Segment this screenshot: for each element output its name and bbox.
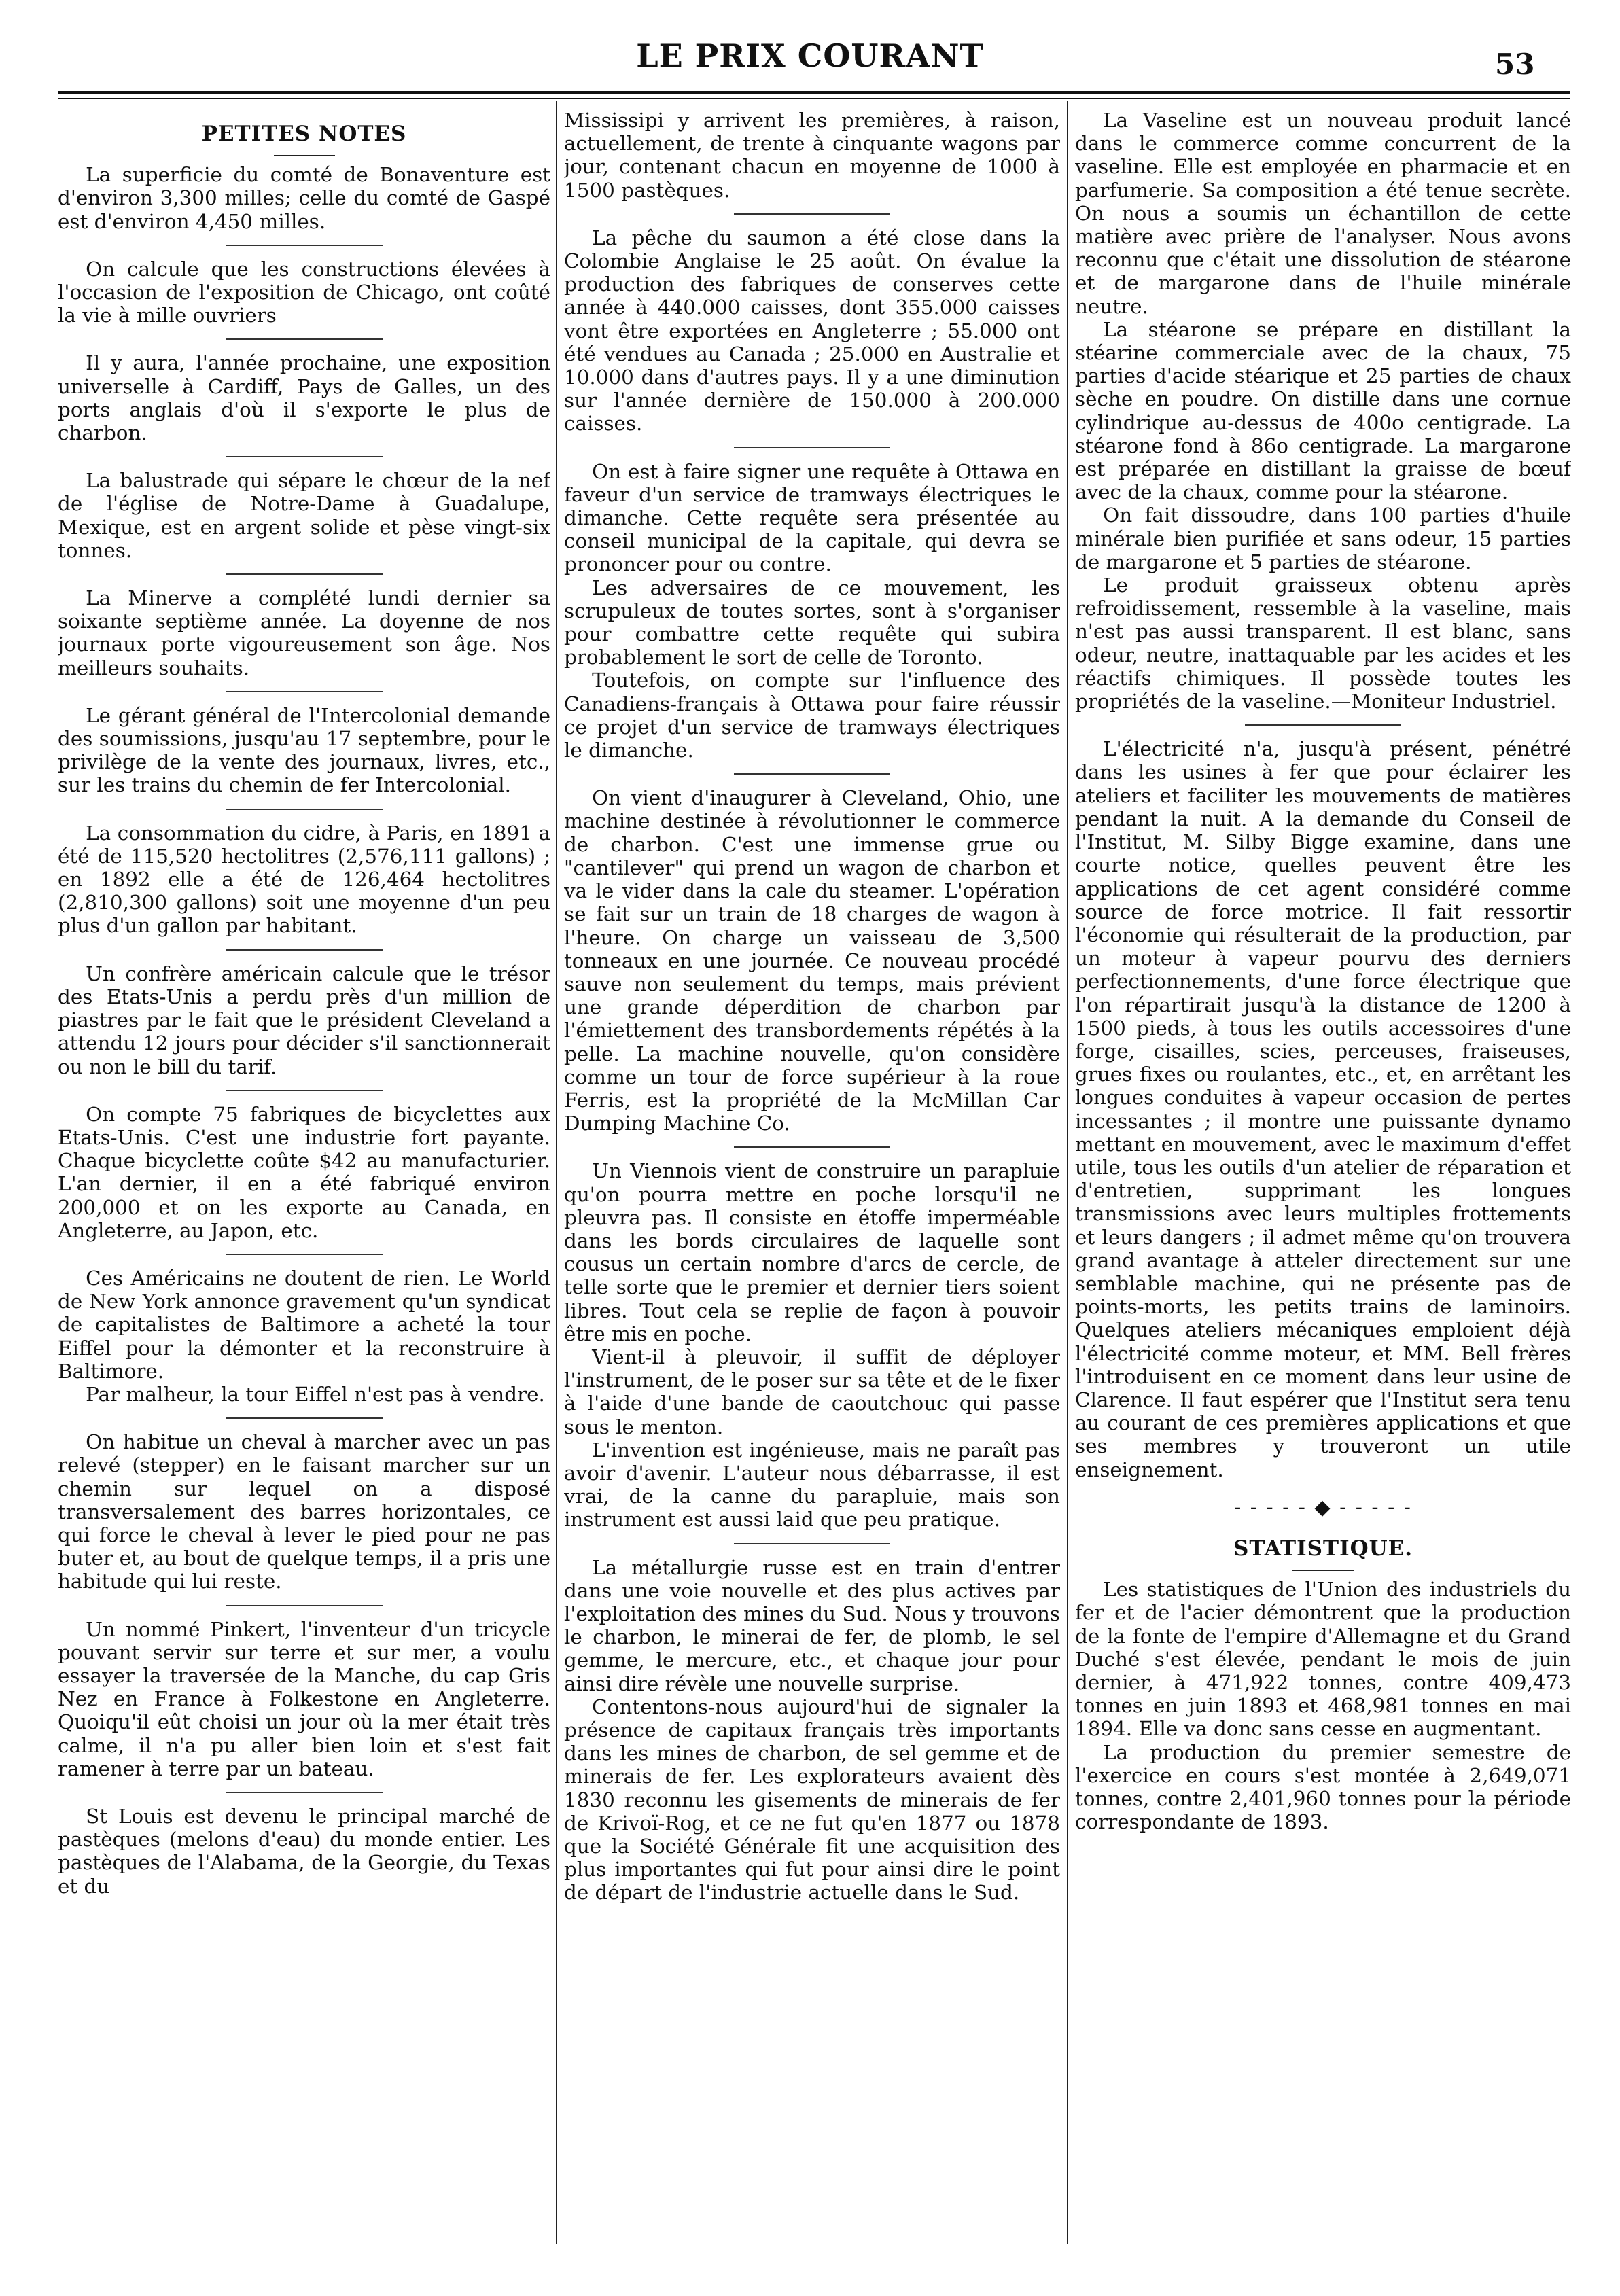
article-separator (226, 245, 383, 246)
article-paragraph: On est à faire signer une requête à Ottawa en faveur d'un service de tramways électriques le dimanche. Cette requête sera présentée au conseil municipal de la capitale, qui devra se prononcer pour ou contre. (564, 459, 1060, 576)
article-paragraph: Mississipi y arrivent les premières, à raison, actuellement, de trente à cinquante wagons par jour, contenant chacun en moyenne de 1000 à 1500 pastèques. (564, 109, 1060, 202)
article-paragraph: La pêche du saumon a été close dans la Colombie Anglaise le 25 août. On évalue la production des fabriques de conserves cette année à 440.000 caisses, dont 355.000 caisses vont être exportées en Angleterre ; 55.000 ont été vendues au Canada ; 25.000 en Australie et 10.000 dans d'autres pays. Il y a une diminution sur l'année dernière de 150.000 à 200.000 caisses. (564, 226, 1060, 436)
page-number: 53 (1495, 48, 1535, 81)
article-paragraph: Vient-il à pleuvoir, il suffit de déployer l'instrument, de le poser sur sa tête et de le fixer à l'aide d'une bande de caoutchouc qui passe sous le menton. (564, 1345, 1060, 1438)
article-separator (734, 1146, 890, 1148)
article-paragraph: La Minerve a complété lundi dernier sa soixante septième année. La doyenne de nos journaux porte vigoureusement son âge. Nos meilleurs souhaits. (58, 586, 550, 679)
column-3 (1075, 109, 1571, 2242)
article-paragraph: La superficie du comté de Bonaventure est d'environ 3,300 milles; celle du comté de Gaspé est d'environ 4,450 milles. (58, 163, 550, 233)
article-separator (226, 691, 383, 692)
article-paragraph: Les adversaires de ce mouvement, les scrupuleux de toutes sortes, sont à s'organiser pour combattre cette requête qui subira probablement le sort de celle de Toronto. (564, 576, 1060, 669)
article-paragraph: Par malheur, la tour Eiffel n'est pas à vendre. (86, 1382, 545, 1406)
article-paragraph: Le gérant général de l'Intercolonial demande des soumissions, jusqu'au 17 septembre, pour le privilège de la vente des journaux, livres, etc., sur les trains du chemin de fer Intercolonial. (58, 703, 550, 797)
article-paragraph: L'électricité n'a, jusqu'à présent, pénétré dans les usines à fer que pour éclairer les ateliers et faciliter les mouvements de matières pendant la nuit. A la demande du Conseil de l'Institut, M. Silby Bigge examine, dans une courte notice, quelles peuvent être les applications de cet agent considéré comme source de force motrice. Il fait ressortir l'économie qui résulterait de la production, par un moteur à vapeur pourvu des derniers perfectionnements, d'une force électrique que l'on répartirait jusqu'à la distance de 1200 à 1500 pieds, à tous les outils accessoires d'une forge, cisailles, scies, perceuses, fraiseuses, grues fixes ou roulantes, etc., et, en arrêtant les longues conduites à vapeur occasion de pertes incessantes ; il montre une puissante dynamo mettant en mouvement, avec le maximum d'effet utile, tous les outils d'un atelier de réparation et d'entretien, supprimant les longues transmissions avec leurs multiples frottements et leurs dangers ; il admet même qu'on trouvera grand avantage à atteler directement sur une semblable machine, qui ne présente pas de points-morts, les petits trains de laminoirs. Quelques ateliers mécaniques emploient déjà l'électricité comme moteur, et MM. Bell frères l'introduisent en ce moment dans leur usine de Clarence. Il faut espérer que l'Institut sera tenu au courant de ces premières applications et que ses membres y trouveront un utile enseignement. (1075, 737, 1571, 1481)
column-divider (556, 101, 557, 2244)
article-paragraph: Il y aura, l'année prochaine, une exposition universelle à Cardiff, Pays de Galles, un des ports anglais d'où il s'exporte le plus de charbon. (58, 351, 550, 445)
article-paragraph: On compte 75 fabriques de bicyclettes aux Etats-Unis. C'est une industrie fort payante. Chaque bicyclette coûte $42 au manufacturier. L'an dernier, il en a été fabriqué environ 200,000 et on les exporte au Canada, en Angleterre, au Japon, etc. (58, 1102, 550, 1242)
article-paragraph: Un nommé Pinkert, l'inventeur d'un tricycle pouvant servir sur terre et sur mer, a voulu essayer la traversée de la Manche, du cap Gris Nez en France à Folkestone en Angleterre. Quoiqu'il eût choisi un jour où la mer était très calme, il n'a pu aller bien loin et s'est fait ramener à terre par un bateau. (58, 1617, 550, 1780)
article-paragraph: Les statistiques de l'Union des industriels du fer et de l'acier démontrent que la production de la fonte de l'empire d'Allemagne et du Grand Duché s'est élevée, pendant le mois de juin dernier, à 471,922 tonnes, contre 409,473 tonnes en juin 1893 et 468,981 tonnes en mai 1894. Elle va donc sans cesse en augmentant. (1075, 1578, 1571, 1741)
article-paragraph: La stéarone se prépare en distillant la stéarine commerciale avec de la chaux, 75 parties d'acide stéarique et 25 parties de chaux sèche en poudre. On distille dans une cornue cylindrique au-dessus de 400o centigrade. La stéarone fond à 86o centigrade. La margarone est préparée en distillant la graisse de bœuf avec de la chaux, comme pour la stéarone. (1075, 317, 1571, 504)
column-2 (564, 109, 1060, 2242)
article-paragraph: Le produit graisseux obtenu après refroidissement, ressemble à la vaseline, mais n'est pas aussi transparent. Il est blanc, sans odeur, neutre, inattaquable par les acides et les réactifs chimiques. Il possède toutes les propriétés de la vaseline.—Moniteur Industriel. (1075, 573, 1571, 713)
article-separator (734, 213, 890, 215)
article-separator (734, 447, 890, 448)
section-title: PETITES NOTES (201, 122, 407, 146)
article-paragraph: La métallurgie russe est en train d'entrer dans une voie nouvelle et des plus actives par l'exploitation des mines du Sud. Nous y trouvons le charbon, le minerai de fer, de plomb, le sel gemme, le mercure, etc., et chaque jour pour ainsi dire révèle une nouvelle surprise. (564, 1555, 1060, 1695)
article-separator (226, 1090, 383, 1091)
title-underline (1292, 1570, 1354, 1571)
article-paragraph: L'invention est ingénieuse, mais ne paraît pas avoir d'avenir. L'auteur nous débarrasse, il est vrai, de la canne du parapluie, mais son instrument est aussi laid que peu pratique. (564, 1438, 1060, 1532)
article-separator (734, 773, 890, 775)
article-paragraph: On fait dissoudre, dans 100 parties d'huile minérale bien purifiée et sans odeur, 15 parties de margarone et 5 parties de stéarone. (1075, 504, 1571, 573)
article-separator (226, 1605, 383, 1606)
article-separator (226, 809, 383, 810)
article-paragraph: On habitue un cheval à marcher avec un pas relevé (stepper) en le faisant marcher sur un chemin sur lequel on a disposé transversalement des barres horizontales, ce qui force le cheval à lever le pied pour ne pas buter et, au bout de quelque temps, il a pris une habitude qui lui reste. (58, 1430, 550, 1593)
article-paragraph: Ces Américains ne doutent de rien. Le World de New York annonce gravement qu'un syndicat de capitalistes de Baltimore a acheté la tour Eiffel pour la démonter et la reconstruire à Baltimore. (58, 1266, 550, 1383)
article-separator (226, 1792, 383, 1793)
column-divider (1067, 101, 1068, 2244)
section-ornament: - - - - - ◆ - - - - - (1234, 1495, 1412, 1519)
article-separator (226, 338, 383, 340)
article-separator (226, 1417, 383, 1419)
article-paragraph: Toutefois, on compte sur l'influence des Canadiens-français à Ottawa pour faire réussir ce projet d'un service de tramways électriques le dimanche. (564, 669, 1060, 762)
article-paragraph: La Vaseline est un nouveau produit lancé dans le commerce comme concurrent de la vaseline. Elle est employée en pharmacie et en parfumerie. Sa composition a été tenue secrète. On nous a soumis un échantillon de cette matière avec prière de l'analyser. Nous avons reconnu que c'était une dissolution de stéarone et de margarone dans de l'huile minérale neutre. (1075, 109, 1571, 318)
article-paragraph: La balustrade qui sépare le chœur de la nef de l'église de Notre-Dame à Guadalupe, Mexique, est en argent solide et pèse vingt-six tonnes. (58, 469, 550, 562)
article-paragraph: On vient d'inaugurer à Cleveland, Ohio, une machine destinée à révolutionner le commerce de charbon. C'est une immense grue ou "cantilever" qui prend un wagon de charbon et va le vider dans la cale du steamer. L'opération se fait sur un train de 18 charges de wagon à l'heure. On charge un vaisseau de 3,500 tonneaux en une journée. Ce nouveau procédé sauve non seulement du temps, mais prévient une grande déperdition de charbon par l'émiettement des transbordements répétés à la pelle. La machine nouvelle, qu'on considère comme un tour de force supérieur à la roue Ferris, est la propriété de la McMillan Car Dumping Machine Co. (564, 786, 1060, 1135)
header-rule-thin (58, 98, 1570, 99)
title-underline (274, 155, 335, 156)
article-paragraph: La consommation du cidre, à Paris, en 1891 a été de 115,520 hectolitres (2,576,111 gallons) ; en 1892 elle a été de 126,464 hectolitres (2,810,300 gallons) soit une moyenne d'un peu plus d'un gallon par habitant. (58, 821, 550, 938)
header-rule (58, 91, 1570, 94)
article-separator (1245, 724, 1401, 726)
article-paragraph: Un confrère américain calcule que le trésor des Etats-Unis a perdu près d'un million de piastres par le fait que le président Cleveland a attendu 12 jours pour décider s'il sanctionnerait ou non le bill du tarif. (58, 961, 550, 1078)
article-separator (226, 456, 383, 457)
article-paragraph: Un Viennois vient de construire un parapluie qu'on pourra mettre en poche lorsqu'il ne pleuvra pas. Il consiste en étoffe imperméable dans les bords circulaires de laquelle sont cousus un certain nombre d'arcs de cercle, de telle sorte que le premier et dernier tiers soient libres. Tout cela se replie de façon à pouvoir être mis en poche. (564, 1159, 1060, 1345)
column-1 (58, 109, 550, 2242)
article-paragraph: La production du premier semestre de l'exercice en cours s'est montée à 2,649,071 tonnes, contre 2,401,960 tonnes pour la période correspondante de 1893. (1075, 1740, 1571, 1834)
article-paragraph: On calcule que les constructions élevées à l'occasion de l'exposition de Chicago, ont coûté la vie à mille ouvriers (58, 257, 550, 328)
article-separator (734, 1543, 890, 1544)
article-paragraph: Contentons-nous aujourd'hui de signaler la présence de capitaux français très importants dans les mines de charbon, de sel gemme et de minerais de fer. Les explorateurs avaient dès 1830 reconnu les gisements de minerais de fer de Krivoï-Rog, et ce ne fut qu'en 1877 ou 1878 que la Société Générale fit une acquisition des plus importantes qui fut pour ainsi dire le point de départ de l'industrie actuelle dans le Sud. (564, 1695, 1060, 1905)
section-title: STATISTIQUE. (1233, 1536, 1413, 1561)
article-separator (226, 573, 383, 575)
article-separator (226, 949, 383, 951)
article-paragraph: St Louis est devenu le principal marché de pastèques (melons d'eau) du monde entier. Les pastèques de l'Alabama, de la Georgie, du Texas et du (58, 1804, 550, 1898)
article-separator (226, 1254, 383, 1255)
page-header-title: LE PRIX COURANT (636, 37, 984, 74)
